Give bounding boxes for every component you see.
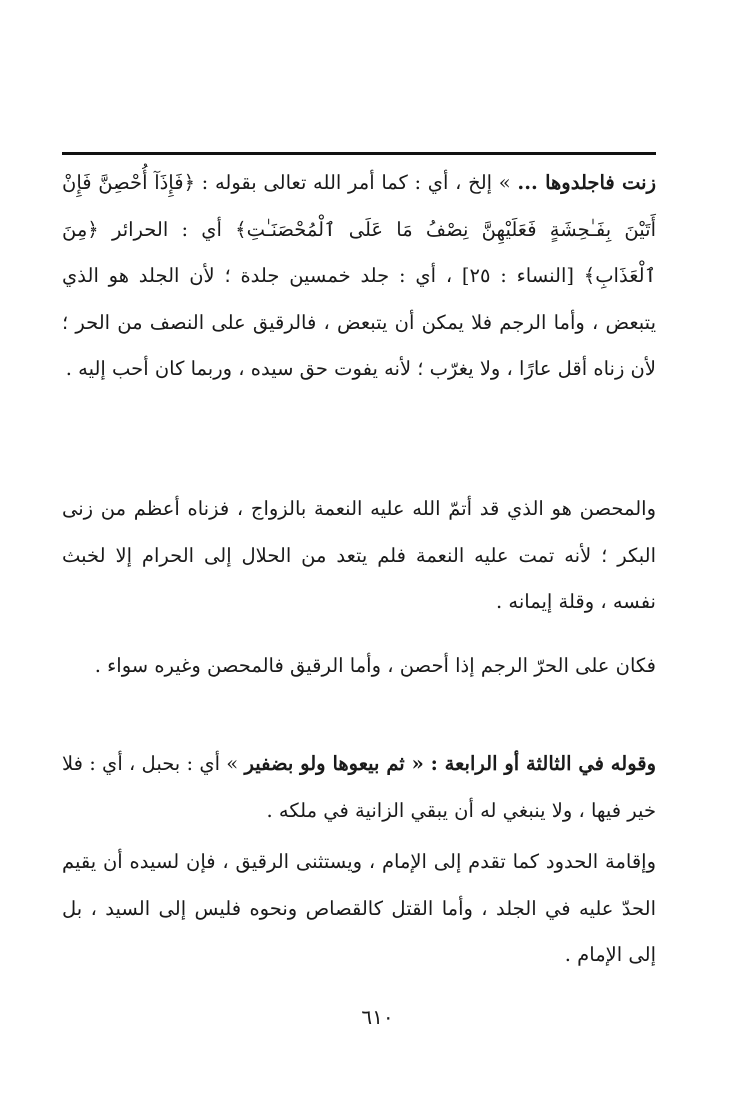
paragraph-1-text-b: ﴾ أي : الحرائر ﴿: [87, 217, 247, 241]
paragraph-3: فكان على الحرّ الرجم إذا أحصن ، وأما الرقيق فالمحصن وغيره سواء .: [94, 654, 656, 677]
quran-verse-a: فَإِذَآ أُحْصِنَّ فَإِنْ أَتَيْنَ بِفَـٰحِشَةٍ فَعَلَيْهِنَّ نِصْفُ مَا عَلَى ٱلْمُحْصَنَـٰتِ: [62, 171, 656, 241]
footnote-separator-rule: [62, 152, 656, 155]
paragraph-4: [62, 741, 656, 834]
paragraph-1-text-c: ﴾ [النساء : ٢٥] ، أي : جلد خمسين جلدة ؛ لأن الجلد هو الذي يتبعض ، وأما الرجم فلا يمكن أن يتبعض ، فالرقيق على النصف من الحر ؛ لأن زناه أقل عارًا ، ولا يغرّب ؛ لأنه يفوت حق سيده ، وربما كان أحب إليه .: [62, 264, 656, 380]
paragraph-2: والمحصن هو الذي قد أتمّ الله عليه النعمة بالزواج ، فزناه أعظم من زنى البكر ؛ لأنه تمت عليه النعمة فلم يتعد من الحلال إلى الحرام إلا لخبث نفسه ، وقلة إيمانه .: [62, 497, 656, 613]
hadith-quote-bold-2: وقوله في الثالثة أو الرابعة : « ثم بيعوها ولو بضفير: [244, 752, 657, 775]
hadith-quote-bold: زنت فاجلدوها ...: [517, 171, 656, 194]
paragraph-1-text-a: » إلخ ، أي : كما أمر الله تعالى بقوله : ﴿: [183, 171, 518, 194]
paragraph-1: [62, 160, 656, 393]
page-number: ٦١٠: [361, 1005, 394, 1029]
paragraph-5: وإقامة الحدود كما تقدم إلى الإمام ، ويستثنى الرقيق ، فإن لسيده أن يقيم الحدّ عليه في الجلد ، وأما القتل كالقصاص ونحوه فليس إلى السيد ، بل إلى الإمام .: [62, 850, 656, 966]
paragraph-4-text-b: » أي : بحبل ، أي : فلا خير فيها ، ولا ينبغي له أن يبقي الزانية في ملكه .: [62, 752, 656, 822]
quran-verse-b: مِنَ ٱلْعَذَابِ: [62, 217, 656, 287]
